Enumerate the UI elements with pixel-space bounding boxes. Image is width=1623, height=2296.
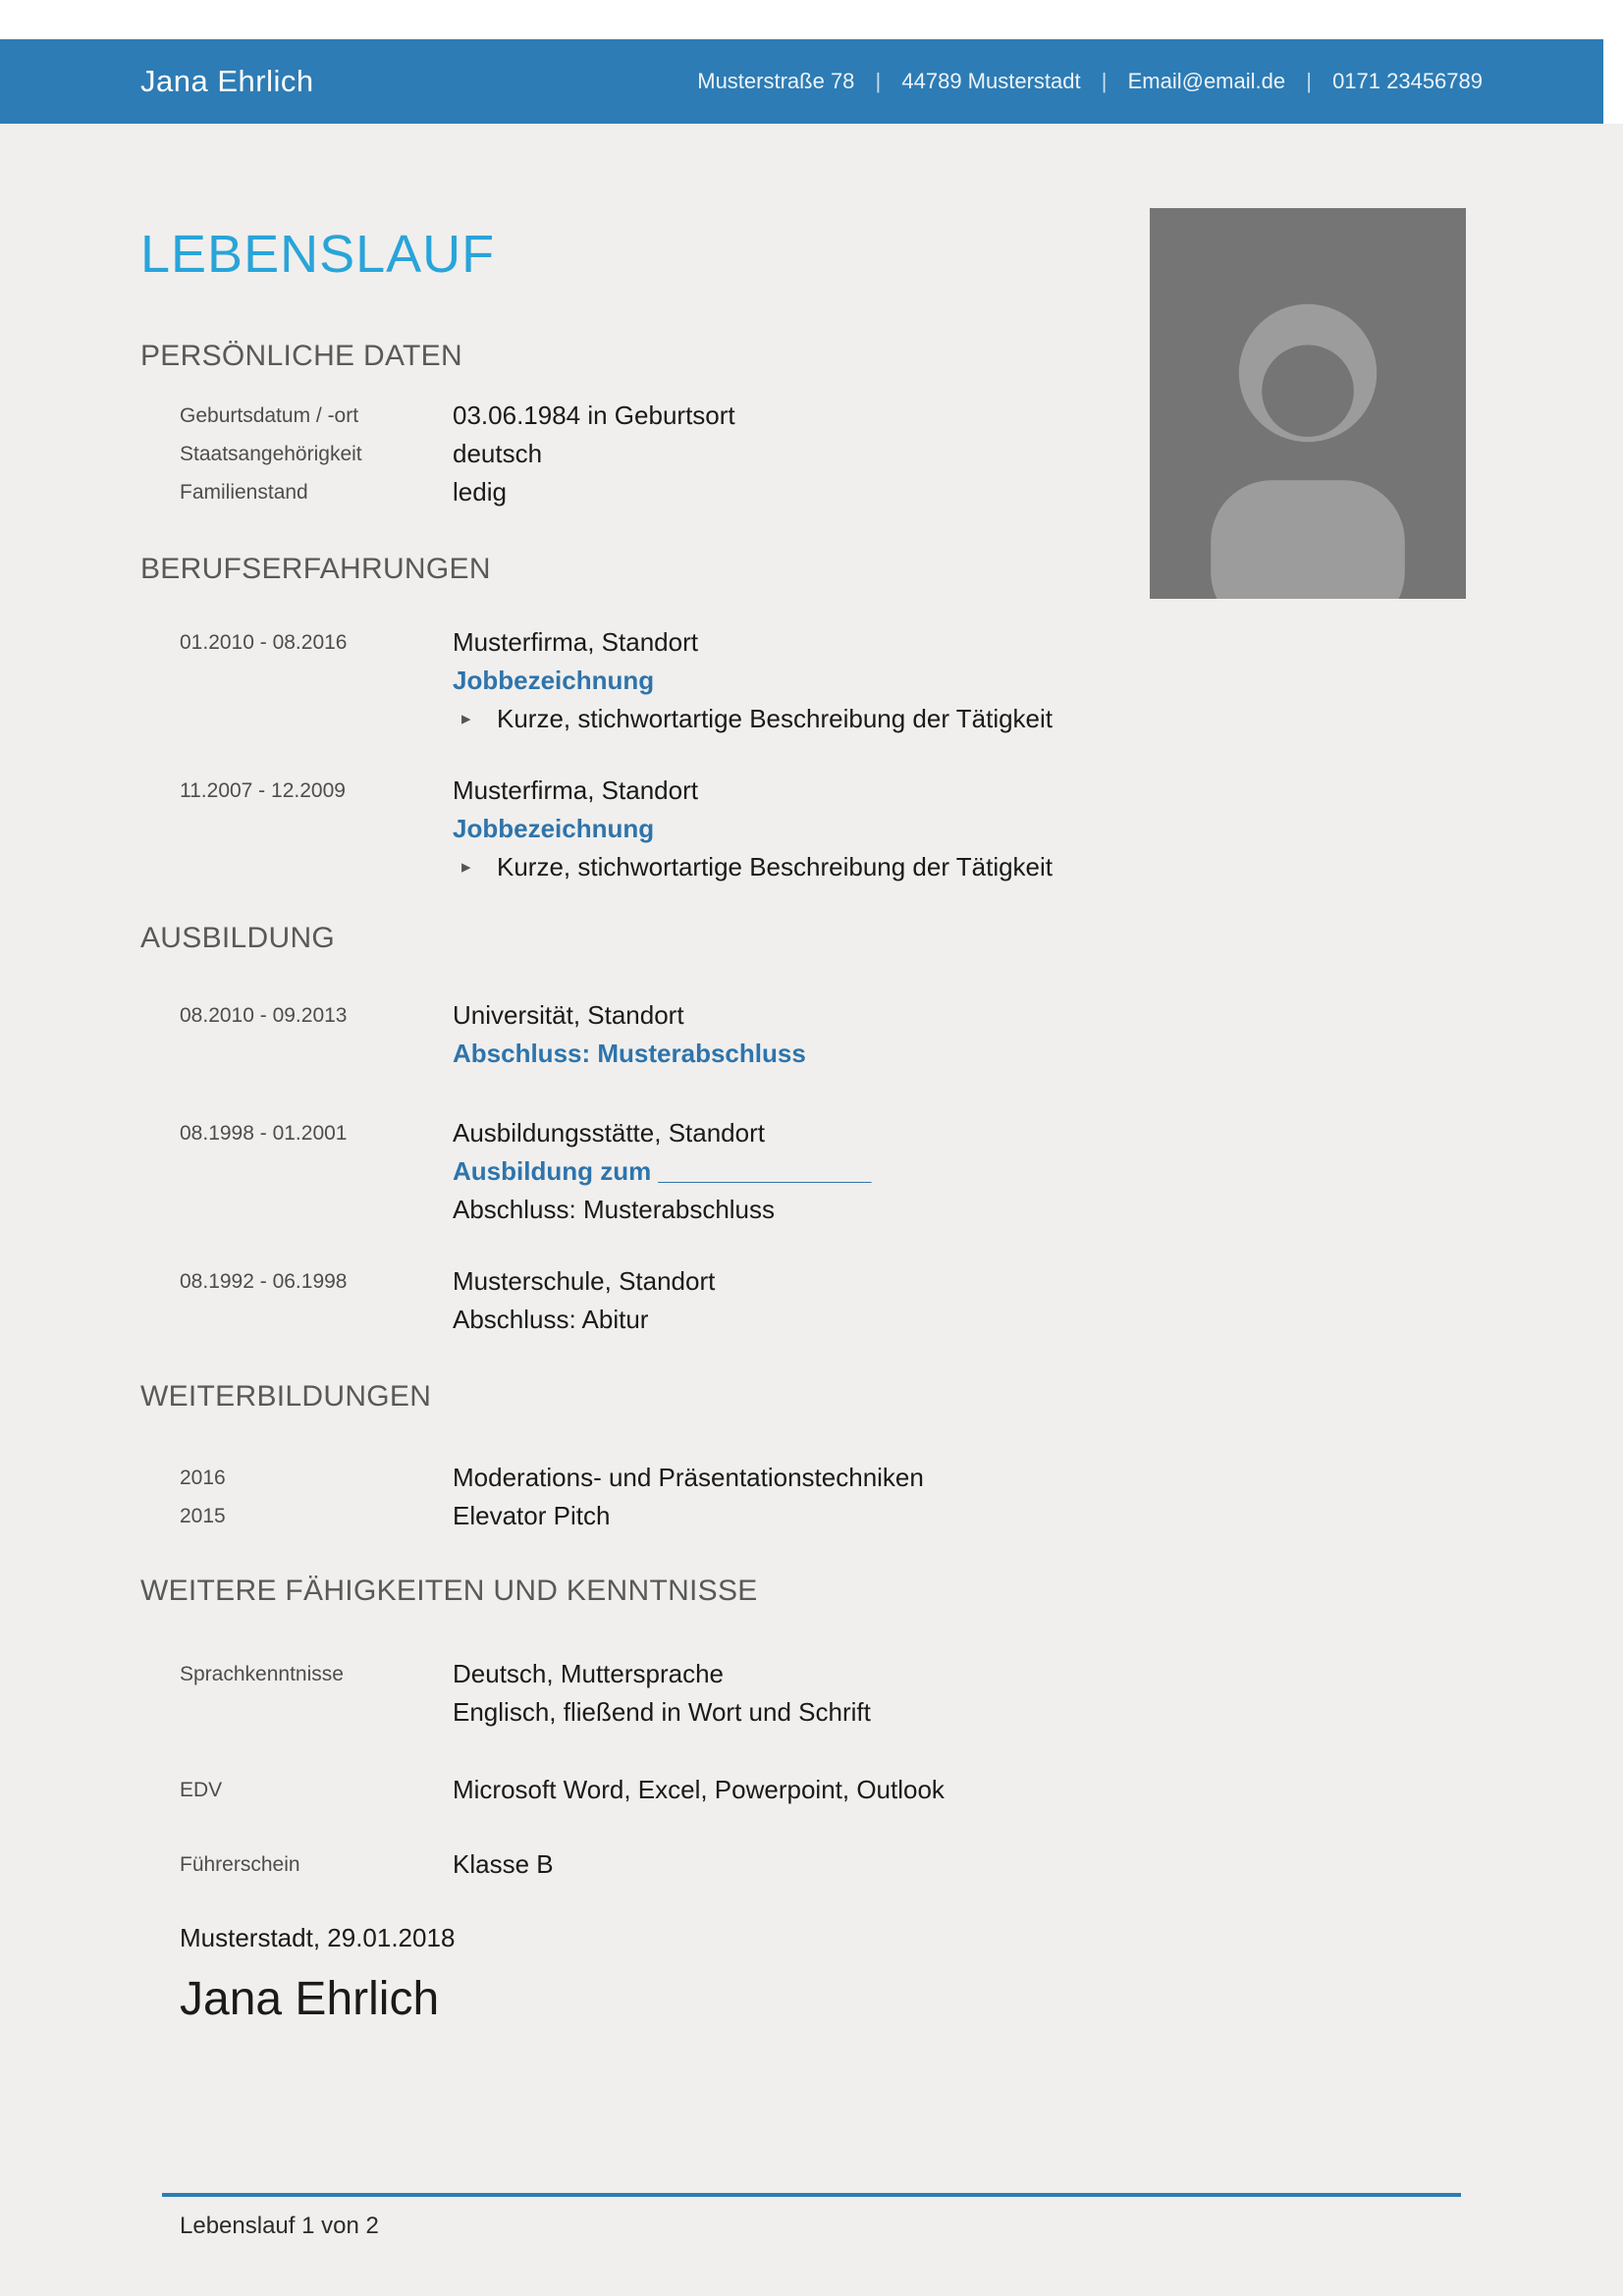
skill-line: Deutsch, Muttersprache: [453, 1659, 725, 1688]
footer: [162, 2193, 1461, 2240]
section-heading-training: WEITERBILDUNGEN: [140, 1380, 432, 1413]
place-and-date: Musterstadt, 29.01.2018: [180, 1923, 456, 1952]
header-contact: [697, 69, 1483, 94]
entry-bullet-line: [453, 848, 1053, 886]
entry-body: [453, 1262, 715, 1339]
entry-bullet-line: [453, 700, 1053, 738]
header-name: Jana Ehrlich: [140, 64, 314, 98]
training-row: [140, 1459, 1483, 1497]
row-year: 2015: [180, 1505, 226, 1527]
skills-row-driving-license: [140, 1845, 1483, 1884]
entry-detail: Abschluss: Abitur: [453, 1305, 649, 1334]
entry-detail: Abschluss: Musterabschluss: [453, 1195, 776, 1224]
education-entry: [140, 1114, 1483, 1229]
entry-body: [453, 623, 1053, 738]
signature-name: Jana Ehrlich: [180, 1973, 440, 2025]
row-value: Elevator Pitch: [453, 1501, 611, 1530]
section-heading-skills: WEITERE FÄHIGKEITEN UND KENNTNISSE: [140, 1575, 758, 1607]
education-entry: [140, 996, 1483, 1073]
header-bar: [0, 39, 1603, 124]
skill-line: Englisch, fließend in Wort und Schrift: [453, 1697, 871, 1727]
contact-street: Musterstraße 78: [697, 69, 855, 93]
training-row: [140, 1497, 1483, 1535]
section-heading-experience: BERUFSERFAHRUNGEN: [140, 553, 491, 585]
entry-institution: Universität, Standort: [453, 1000, 684, 1030]
entry-dates: 08.2010 - 09.2013: [180, 1004, 348, 1027]
header-row: [0, 39, 1623, 124]
bullet-arrow-icon: ▸: [461, 709, 471, 729]
entry-dates: 11.2007 - 12.2009: [180, 779, 346, 802]
contact-separator: |: [1306, 69, 1312, 93]
contact-separator: |: [875, 69, 882, 93]
page-title: LEBENSLAUF: [140, 225, 496, 284]
profile-photo-placeholder: [1150, 208, 1466, 599]
entry-dates: 08.1992 - 06.1998: [180, 1270, 348, 1293]
section-heading-education: AUSBILDUNG: [140, 922, 336, 954]
contact-city: 44789 Musterstadt: [901, 69, 1081, 93]
page-number: Lebenslauf 1 von 2: [180, 2213, 379, 2239]
row-value: deutsch: [453, 439, 543, 468]
entry-degree: Ausbildung zum _______________: [453, 1156, 872, 1186]
row-value: [453, 1771, 945, 1809]
row-label: Sprachkenntnisse: [180, 1663, 344, 1685]
row-label: EDV: [180, 1779, 223, 1801]
skills-row-edv: [140, 1771, 1483, 1809]
entry-degree: Abschluss: Musterabschluss: [453, 1039, 806, 1068]
entry-description: Kurze, stichwortartige Beschreibung der Tätigkeit: [497, 852, 1054, 881]
training-rows: [140, 1459, 1483, 1535]
entry-company: Musterfirma, Standort: [453, 775, 698, 805]
row-value: 03.06.1984 in Geburtsort: [453, 400, 735, 430]
contact-phone: 0171 23456789: [1332, 69, 1483, 93]
person-icon: [1180, 275, 1435, 599]
entry-dates: 01.2010 - 08.2016: [180, 631, 348, 654]
entry-institution: Ausbildungsstätte, Standort: [453, 1118, 765, 1148]
entry-body: [453, 1114, 871, 1229]
row-label: Geburtsdatum / -ort: [180, 404, 359, 427]
footer-divider: [162, 2193, 1461, 2197]
row-year: 2016: [180, 1467, 226, 1489]
experience-entry: [140, 772, 1483, 886]
entry-body: [453, 996, 806, 1073]
bullet-arrow-icon: ▸: [461, 857, 471, 878]
row-value: Moderations- und Präsentationstechniken: [453, 1463, 924, 1492]
entry-dates: 08.1998 - 01.2001: [180, 1122, 348, 1145]
row-value: ledig: [453, 477, 507, 507]
skills-row-languages: [140, 1655, 1483, 1732]
entry-company: Musterfirma, Standort: [453, 627, 698, 657]
education-entry: [140, 1262, 1483, 1339]
row-label: Staatsangehörigkeit: [180, 443, 362, 465]
skill-line: Microsoft Word, Excel, Powerpoint, Outlook: [453, 1775, 945, 1804]
entry-institution: Musterschule, Standort: [453, 1266, 716, 1296]
entry-description: Kurze, stichwortartige Beschreibung der Tätigkeit: [497, 704, 1054, 733]
skill-line: Klasse B: [453, 1849, 554, 1879]
row-label: Familienstand: [180, 481, 308, 504]
entry-body: [453, 772, 1053, 886]
row-value: [453, 1845, 554, 1884]
entry-role: Jobbezeichnung: [453, 814, 655, 843]
section-heading-personal: PERSÖNLICHE DATEN: [140, 340, 462, 372]
experience-entry: [140, 623, 1483, 738]
entry-role: Jobbezeichnung: [453, 666, 655, 695]
contact-email: Email@email.de: [1127, 69, 1286, 93]
row-label: Führerschein: [180, 1853, 300, 1876]
top-margin-strip: [0, 0, 1623, 39]
contact-separator: |: [1101, 69, 1108, 93]
row-value: [453, 1655, 871, 1732]
